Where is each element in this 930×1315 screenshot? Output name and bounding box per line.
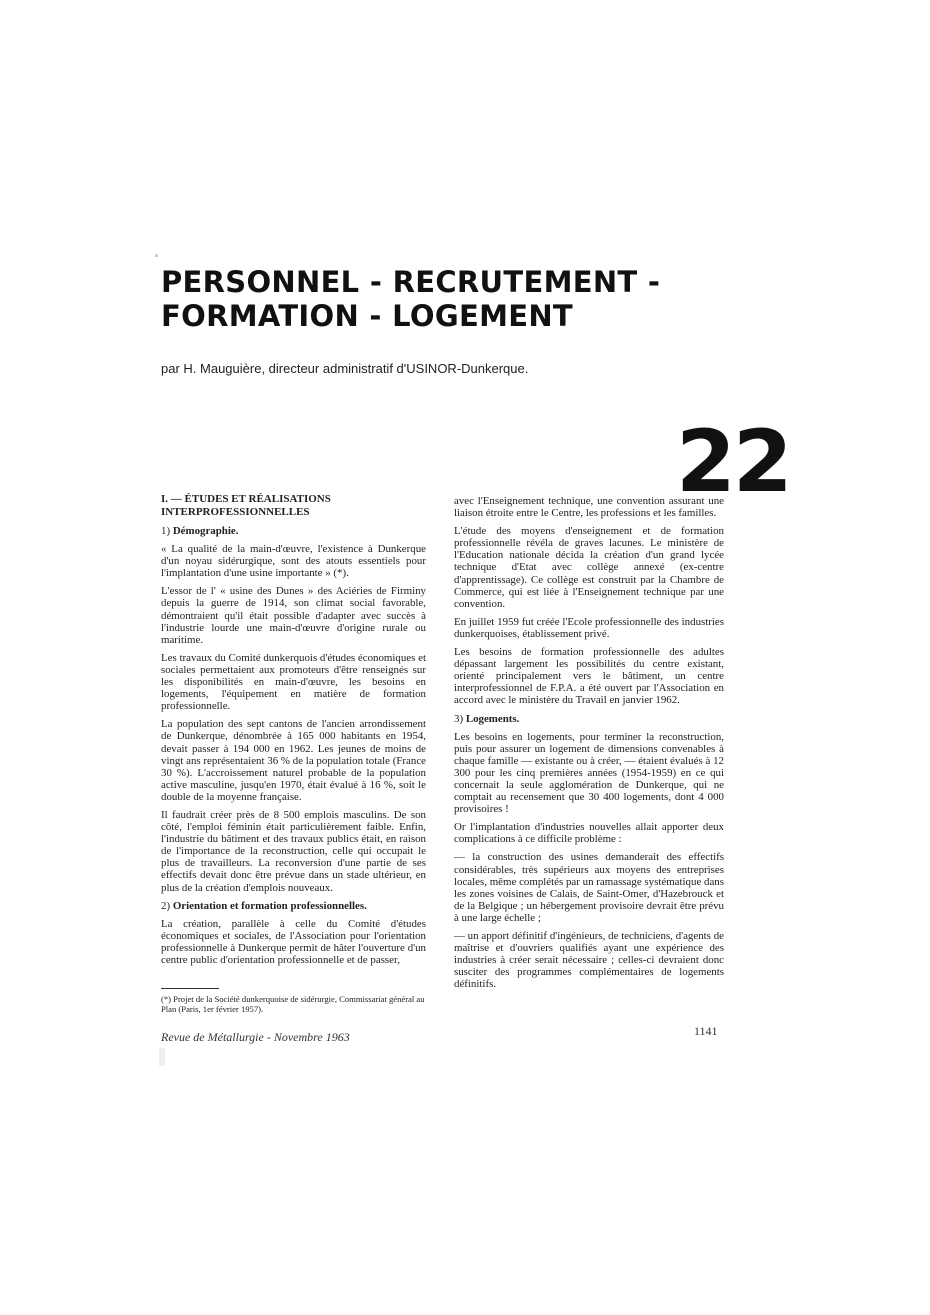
subsection-number: 2) — [161, 899, 171, 912]
paragraph: La population des sept cantons de l'ancien arrondissement de Dunkerque, dénombrée à 165 000 habitants en 1954, devait passer à 194 000 en 1962. Les jeunes de moins de vingt ans représentaient 36 % de la population totale (France 30 %). L'accroissement naturel probable de la population active masculine, jusqu'en 1970, était évalué à 16 %, soit le double de la moyenne française. — [161, 718, 426, 803]
paragraph: « La qualité de la main-d'œuvre, l'existence à Dunkerque d'un noyau sidérurgique, sont des atouts essentiels pour l'implantation d'une usine importante » (*). — [161, 543, 426, 580]
subsection-title: Orientation et formation professionnelles. — [172, 899, 367, 912]
subsection-title: Démographie. — [172, 525, 239, 537]
subsection-heading-demographie — [161, 525, 426, 537]
paragraph: Il faudrait créer près de 8 500 emplois masculins. De son côté, l'emploi féminin était particulièrement faible. Enfin, l'industrie du bâtiment et des travaux publics était, en raison de l'importance de la reconstruction, celle qui occupait le plus de travailleurs. La reconversion d'une partie de ses effectifs devait donc être prévue dans un stade ultérieur, en plus de la création d'emplois nouveaux. — [161, 808, 426, 894]
subsection-heading-orientation — [161, 900, 426, 912]
chapter-number: 22 — [676, 412, 790, 512]
paragraph: — la construction des usines demanderait des effectifs considérables, très supérieurs aux moyens des entreprises locales, même complétés par un ramassage systématique dans les zones voisines de Calais, de Saint-Omer, d'Hazebrouck et de la Belgique ; un hébergement provisoire devrait être prévu à une large échelle ; — [454, 851, 724, 924]
article-title-line-1: PERSONNEL - RECRUTEMENT - — [161, 265, 661, 299]
article-title-line-2: FORMATION - LOGEMENT — [161, 299, 573, 333]
subsection-number: 1) — [161, 525, 171, 537]
subsection-number: 3) — [454, 712, 464, 725]
scan-speck — [155, 254, 158, 257]
page-number: 1141 — [694, 1024, 718, 1038]
journal-footer: Revue de Métallurgie - Novembre 1963 — [161, 1030, 350, 1044]
author-byline: par H. Mauguière, directeur administratif d'USINOR-Dunkerque. — [161, 361, 529, 376]
paragraph: L'essor de l' « usine des Dunes » des Aciéries de Firminy depuis la guerre de 1914, son climat social favorable, démontraient qu'il était possible d'adapter avec succès à l'industrie lourde une main-d'œuvre d'origine rurale ou maritime. — [161, 585, 426, 646]
paragraph: L'étude des moyens d'enseignement et de formation professionnelle révéla de graves lacunes. Le ministère de l'Education nationale décida la création d'un grand lycée technique d'Etat avec collège annexé (ex-centre d'apprentissage). Ce collège est construit par la Chambre de Commerce, qui est liée à l'Enseignement technique par une convention. — [454, 525, 724, 610]
paragraph: En juillet 1959 fut créée l'Ecole professionnelle des industries dunkerquoises, établissement privé. — [454, 615, 724, 640]
paragraph: avec l'Enseignement technique, une convention assurant une liaison étroite entre le Centre, les professions et les familles. — [454, 495, 724, 520]
paragraph: La création, parallèle à celle du Comité d'études économiques et sociales, de l'Association pour l'orientation professionnelle à Dunkerque permit de hâter l'ouverture d'un centre public d'orientation professionnelle et de passer, — [161, 917, 426, 966]
section-heading: I. — ÉTUDES ET RÉALISATIONS INTERPROFESSIONNELLES — [161, 493, 331, 518]
paragraph: — un apport définitif d'ingénieurs, de techniciens, d'agents de maîtrise et d'ouvriers qualifiés ayant une expérience des industries à créer serait nécessaire ; celles-ci devraient donc susciter des programmes complémentaires de logements définitifs. — [454, 930, 724, 991]
right-column — [454, 495, 724, 996]
paragraph: Or l'implantation d'industries nouvelles allait apporter deux complications à ce difficile problème : — [454, 821, 724, 846]
subsection-heading-logements — [454, 713, 724, 725]
subsection-title: Logements. — [465, 712, 520, 725]
footnote-rule — [161, 988, 219, 989]
paragraph: Les travaux du Comité dunkerquois d'études économiques et sociales permettaient aux promoteurs d'être renseignés sur les disponibilités en main-d'œuvre, les besoins en logements, l'équipement en matière de formation professionnelle. — [161, 651, 426, 713]
scan-speck — [159, 1048, 165, 1066]
footnote: (*) Projet de la Société dunkerquoise de sidérurgie, Commissariat général au Plan (Paris, 1er février 1957). — [161, 994, 425, 1014]
left-column — [161, 493, 426, 972]
paragraph: Les besoins de formation professionnelle des adultes dépassant largement les possibilités du centre existant, orienté principalement vers le bâtiment, un centre interprofessionnel de F.P.A. a été ouvert par l'Association en accord avec le ministère du Travail en janvier 1962. — [454, 646, 724, 707]
paragraph: Les besoins en logements, pour terminer la reconstruction, puis pour assurer un logement de dimensions convenables à chaque famille — existante ou à créer, — étaient évalués à 12 300 pour les cinq premières années (1954-1959) en ce qui concernait la seule agglomération de Dunkerque, qui ne comptait au recensement que 30 400 logements, dont 4 000 provisoires ! — [454, 730, 724, 816]
